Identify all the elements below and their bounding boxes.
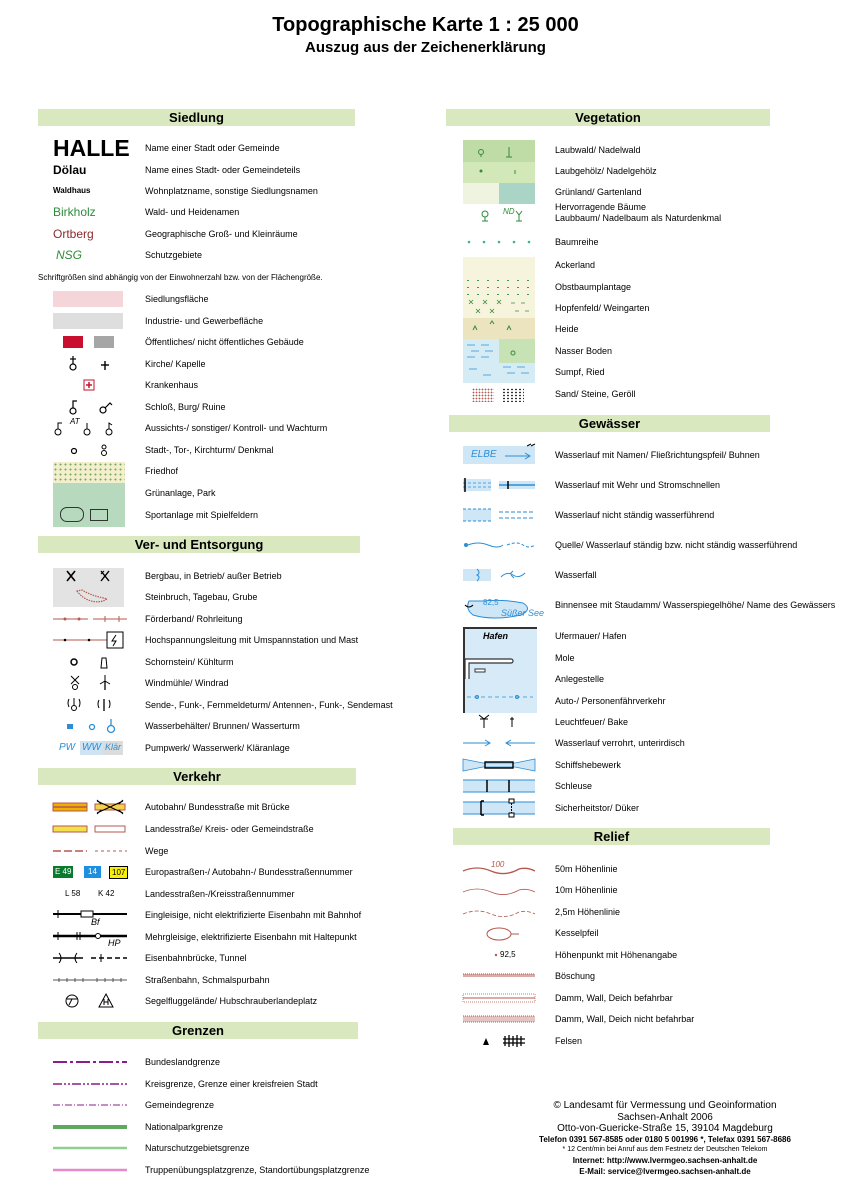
legend-label: Wasserlauf mit Namen/ Fließrichtungspfeil/ Buhnen xyxy=(555,450,760,460)
legend-label: Felsen xyxy=(555,1036,583,1046)
power-line-icon xyxy=(53,630,127,650)
weir-icon xyxy=(463,475,535,495)
monument-icon xyxy=(98,440,110,460)
sewage-plant-label: Klär xyxy=(103,741,123,755)
legend-label: Leuchtfeuer/ Bake xyxy=(555,717,629,727)
harbour-label: Hafen xyxy=(483,631,509,641)
legend-label: 10m Höhenlinie xyxy=(555,885,618,895)
legend-label: Siedlungsfläche xyxy=(145,294,209,304)
legend-label: Sumpf, Ried xyxy=(555,367,605,377)
wind-turbine-icon xyxy=(98,673,112,693)
flow-arrow-icon xyxy=(503,445,535,465)
footer-copyright: © Landesamt für Vermessung und Geoinformation xyxy=(553,1100,777,1111)
lighthouse-icon xyxy=(477,712,491,732)
legend-label: Bergbau, in Betrieb/ außer Betrieb xyxy=(145,571,282,581)
legend-label: Stadt-, Tor-, Kirchturm/ Denkmal xyxy=(145,445,274,455)
legend-label: Sicherheitstor/ Düker xyxy=(555,803,640,813)
city-tower-icon xyxy=(68,440,80,460)
glider-field-icon xyxy=(64,991,80,1011)
legend-label: Öffentliches/ nicht öffentliches Gebäude xyxy=(145,337,304,347)
legend-label: Windmühle/ Windrad xyxy=(145,678,229,688)
water-level-label: 82,5 xyxy=(483,598,499,607)
legend-label: Grünland/ Gartenland xyxy=(555,187,642,197)
intermittent-river-icon xyxy=(463,505,535,525)
font-size-note: Schriftgrößen sind abhängig von der Einwohnerzahl bzw. von der Flächengröße. xyxy=(38,273,323,282)
legend-label: Wald- und Heidenamen xyxy=(145,207,240,217)
legend-label: Pumpwerk/ Wasserwerk/ Kläranlage xyxy=(145,743,290,753)
footer-address: Otto-von-Guericke-Straße 15, 39104 Magdeburg xyxy=(557,1123,773,1134)
legend-label: Naturschutzgebietsgrenze xyxy=(145,1143,250,1153)
chimney-icon xyxy=(68,652,80,672)
legend-label: Ufermauer/ Hafen xyxy=(555,631,627,641)
ship-lift-icon xyxy=(463,755,535,775)
legend-label: Sende-, Funk-, Fernmeldeturm/ Antennen-, Funk-, Sendemast xyxy=(145,700,393,710)
notable-tree-icon xyxy=(479,206,491,226)
legend-label: Aussichts-/ sonstiger/ Kontroll- und Wachturm xyxy=(145,423,328,433)
legend-label: Auto-/ Personenfährverkehr xyxy=(555,696,666,706)
legend-label: Damm, Wall, Deich befahrbar xyxy=(555,993,673,1003)
legend-label: Böschung xyxy=(555,971,596,981)
other-tower-icon xyxy=(80,418,94,438)
contour-2-5-icon xyxy=(463,902,535,922)
station-label: Bf xyxy=(91,917,100,927)
river-name-label: ELBE xyxy=(471,449,497,460)
section-vegetation-heading: Vegetation xyxy=(446,109,770,126)
safety-gate-icon xyxy=(463,798,535,818)
legend-label: Schloß, Burg/ Ruine xyxy=(145,402,226,412)
legend-label: Laubbaum/ Nadelbaum als Naturdenkmal xyxy=(555,213,722,223)
legend-label: Steinbruch, Tagebau, Grube xyxy=(145,592,258,602)
beacon-icon xyxy=(507,712,517,732)
tram-icon xyxy=(53,970,127,990)
motorway-number: 14 xyxy=(84,866,101,878)
europe-road-number: E 49 xyxy=(55,867,72,876)
grassland-swatch xyxy=(463,183,499,204)
legend-label: Laubgehölz/ Nadelgehölz xyxy=(555,166,657,176)
sand-swatch xyxy=(472,388,494,402)
natural-monument-label: ND xyxy=(503,207,515,216)
legend-label: Anlegestelle xyxy=(555,674,605,684)
legend-label: Sportanlage mit Spielfeldern xyxy=(145,510,259,520)
legend-label: Gemeindegrenze xyxy=(145,1100,215,1110)
sports-field-icon xyxy=(60,507,84,522)
section-relief-heading: Relief xyxy=(453,828,770,845)
footer-phone-note: * 12 Cent/min bei Anruf aus dem Festnetz der Deutschen Telekom xyxy=(562,1146,768,1153)
heath-icon xyxy=(463,318,535,339)
mole-icon xyxy=(463,627,535,711)
wet-ground-lines-icon xyxy=(463,339,535,383)
footer-internet-link[interactable]: Internet: http://www.lvermgeo.sachsen-anhalt.de xyxy=(572,1156,758,1165)
rail-bridge-icon xyxy=(53,948,127,968)
water-tower-icon xyxy=(104,716,118,736)
legend-label: Wasserlauf mit Wehr und Stromschnellen xyxy=(555,480,721,490)
legend-label: Ackerland xyxy=(555,260,596,270)
waterfall-icon xyxy=(463,565,535,585)
page-title: Topographische Karte 1 : 25 000 xyxy=(272,14,579,36)
windmill-icon xyxy=(68,673,82,693)
state-road-number: L 58 xyxy=(65,889,81,898)
legend-label: Kreisgrenze, Grenze einer kreisfreien Stadt xyxy=(145,1079,318,1089)
legend-label: Wasserlauf verrohrt, unterirdisch xyxy=(555,738,685,748)
ruin-icon xyxy=(98,397,114,417)
section-gewaesser-heading: Gewässer xyxy=(449,415,770,432)
legend-label: Segelfluggelände/ Hubschrauberlandeplatz xyxy=(145,996,318,1006)
piped-stream-icon xyxy=(463,733,535,753)
path-icon xyxy=(53,841,127,861)
cooling-tower-icon xyxy=(98,652,110,672)
legend-label: Wasserfall xyxy=(555,570,597,580)
conveyor-pipeline-icon xyxy=(53,609,127,629)
observation-tower-icon xyxy=(52,418,68,438)
legend-label: Hopfenfeld/ Weingarten xyxy=(555,303,650,313)
dam-passable-icon xyxy=(463,988,535,1008)
legend-label: Schleuse xyxy=(555,781,593,791)
playing-field-icon xyxy=(90,509,108,521)
legend-label: Grünanlage, Park xyxy=(145,488,216,498)
municipal-border-line xyxy=(53,1095,127,1115)
monument-tree-icon xyxy=(513,206,525,226)
legend-label: Laubwald/ Nadelwald xyxy=(555,145,641,155)
page-subtitle: Auszug aus der Zeichenerklärung xyxy=(305,39,546,56)
legend-label: Binnensee mit Staudamm/ Wasserspiegelhöhe/ Name des Gewässers xyxy=(555,600,836,610)
contour-value-label: 100 xyxy=(491,860,505,869)
section-verkehr-heading: Verkehr xyxy=(38,768,356,785)
chapel-icon xyxy=(98,354,112,374)
halt-label: HP xyxy=(108,938,121,948)
legend-label: Damm, Wall, Deich nicht befahrbar xyxy=(555,1014,695,1024)
spring-stream-icon xyxy=(463,535,535,555)
church-icon xyxy=(66,354,80,374)
lake-name-label: Süßer See xyxy=(501,608,545,618)
federal-road-number: 107 xyxy=(109,866,128,879)
legend-label: 50m Höhenlinie xyxy=(555,864,618,874)
tower-sample-text: AT xyxy=(70,417,80,426)
legend-label: Schornstein/ Kühlturm xyxy=(145,657,234,667)
spot-height-label: 92,5 xyxy=(500,950,516,959)
section-siedlung-heading: Siedlung xyxy=(38,109,355,126)
legend-label: Wege xyxy=(145,846,169,856)
sample-birkholz: Birkholz xyxy=(53,205,96,219)
water-tank-icon xyxy=(64,716,76,736)
cemetery-swatch xyxy=(53,462,125,483)
quarry-icon xyxy=(74,587,110,607)
footer-email-link[interactable]: E-Mail: service@lvermgeo.sachsen-anhalt.de xyxy=(579,1167,751,1176)
rubble-swatch xyxy=(502,388,524,402)
farmland-swatch xyxy=(463,257,535,277)
legend-label: Eingleisige, nicht elektrifizierte Eisenbahn mit Bahnhof xyxy=(145,910,362,920)
mining-active-icon xyxy=(64,566,78,586)
legend-label: Mole xyxy=(555,653,575,663)
legend-label: Obstbaumplantage xyxy=(555,282,632,292)
legend-label: Nationalparkgrenze xyxy=(145,1122,224,1132)
legend-label: Geographische Groß- und Kleinräume xyxy=(145,229,298,239)
sample-doelau: Dölau xyxy=(53,163,87,177)
legend-label: Friedhof xyxy=(145,466,179,476)
legend-label: Wasserlauf nicht ständig wasserführend xyxy=(555,510,715,520)
well-icon xyxy=(86,716,98,736)
private-building-swatch xyxy=(94,336,114,348)
legend-label: Eisenbahnbrücke, Tunnel xyxy=(145,953,247,963)
legend-label: Wasserbehälter/ Brunnen/ Wasserturm xyxy=(145,721,300,731)
legend-label: Schiffshebewerk xyxy=(555,760,621,770)
legend-label: Baumreihe xyxy=(555,237,599,247)
tree-symbols-icon xyxy=(463,140,535,183)
embankment-icon xyxy=(463,966,535,986)
section-grenzen-heading: Grenzen xyxy=(38,1022,358,1039)
waterworks-label: WW xyxy=(82,742,101,753)
legend-label: Krankenhaus xyxy=(145,380,199,390)
legend-label: Name einer Stadt oder Gemeinde xyxy=(145,143,280,153)
rock-peak-icon xyxy=(481,1031,491,1051)
legend-label: Truppenübungsplatzgrenze, Standortübungsplatzgrenze xyxy=(145,1165,370,1175)
spot-height-icon xyxy=(493,945,499,965)
industry-area-swatch xyxy=(53,313,123,329)
legend-label: Kirche/ Kapelle xyxy=(145,359,206,369)
motorway-icon xyxy=(53,797,127,817)
district-border-line xyxy=(53,1074,127,1094)
hop-vine-icon xyxy=(463,297,535,318)
lock-icon xyxy=(463,776,535,796)
legend-label: Landesstraße/ Kreis- oder Gemeindstraße xyxy=(145,824,314,834)
footer-phone: Telefon 0391 567-8585 oder 0180 5 001996 *, Telefax 0391 567-8686 xyxy=(539,1135,791,1144)
legend-label: Hochspannungsleitung mit Umspannstation und Mast xyxy=(145,635,359,645)
legend-label: Kesselpfeil xyxy=(555,928,599,938)
watch-tower-icon xyxy=(102,418,116,438)
sample-waldhaus: Waldhaus xyxy=(53,186,91,195)
legend-label: Schutzgebiete xyxy=(145,250,203,260)
section-ver-heading: Ver- und Entsorgung xyxy=(38,536,360,553)
legend-label: Nasser Boden xyxy=(555,346,613,356)
settlement-area-swatch xyxy=(53,291,123,307)
legend-label: Höhenpunkt mit Höhenangabe xyxy=(555,950,678,960)
sample-halle: HALLE xyxy=(53,135,130,161)
legend-label: Autobahn/ Bundesstraße mit Brücke xyxy=(145,802,290,812)
legend-label: Förderband/ Rohrleitung xyxy=(145,614,243,624)
pumping-station-label: PW xyxy=(59,742,76,753)
heliport-icon xyxy=(98,991,114,1011)
national-park-line xyxy=(53,1117,127,1137)
legend-label: Sand/ Steine, Geröll xyxy=(555,389,636,399)
legend-label: Industrie- und Gewerbefläche xyxy=(145,316,264,326)
transmitter-tower-icon xyxy=(66,695,82,715)
public-building-swatch xyxy=(63,336,83,348)
footer-year: Sachsen-Anhalt 2006 xyxy=(617,1112,713,1123)
tree-row-icon xyxy=(463,232,535,252)
depression-arrow-icon xyxy=(481,923,521,943)
mining-inactive-icon xyxy=(98,566,112,586)
military-area-line xyxy=(53,1160,127,1180)
legend-label: Europastraßen-/ Autobahn-/ Bundesstraßennummer xyxy=(145,867,353,877)
nature-reserve-line xyxy=(53,1138,127,1158)
legend-label: Landesstraßen-/Kreisstraßennummer xyxy=(145,889,295,899)
sample-nsg: NSG xyxy=(56,248,83,262)
dam-impassable-icon xyxy=(463,1009,535,1029)
legend-label: 2,5m Höhenlinie xyxy=(555,907,621,917)
district-road-number: K 42 xyxy=(98,889,115,898)
antenna-mast-icon xyxy=(96,695,112,715)
sample-ortberg: Ortberg xyxy=(53,227,94,241)
legend-label: Hervorragende Bäume xyxy=(555,202,647,212)
rock-face-icon xyxy=(503,1031,527,1051)
legend-label: Straßenbahn, Schmalspurbahn xyxy=(145,975,270,985)
state-road-icon xyxy=(53,819,127,839)
legend-label: Heide xyxy=(555,324,579,334)
garden-swatch xyxy=(499,183,535,204)
hospital-icon xyxy=(82,375,96,395)
legend-label: Bundeslandgrenze xyxy=(145,1057,221,1067)
state-border-line xyxy=(53,1052,127,1072)
contour-10-icon xyxy=(463,880,535,900)
legend-label: Name eines Stadt- oder Gemeindeteils xyxy=(145,165,301,175)
legend-label: Mehrgleisige, elektrifizierte Eisenbahn mit Haltepunkt xyxy=(145,932,357,942)
legend-label: Wohnplatzname, sonstige Siedlungsnamen xyxy=(145,186,318,196)
orchard-swatch xyxy=(463,277,535,297)
legend-label: Quelle/ Wasserlauf ständig bzw. nicht ständig wasserführend xyxy=(555,540,798,550)
single-rail-icon xyxy=(53,905,127,925)
